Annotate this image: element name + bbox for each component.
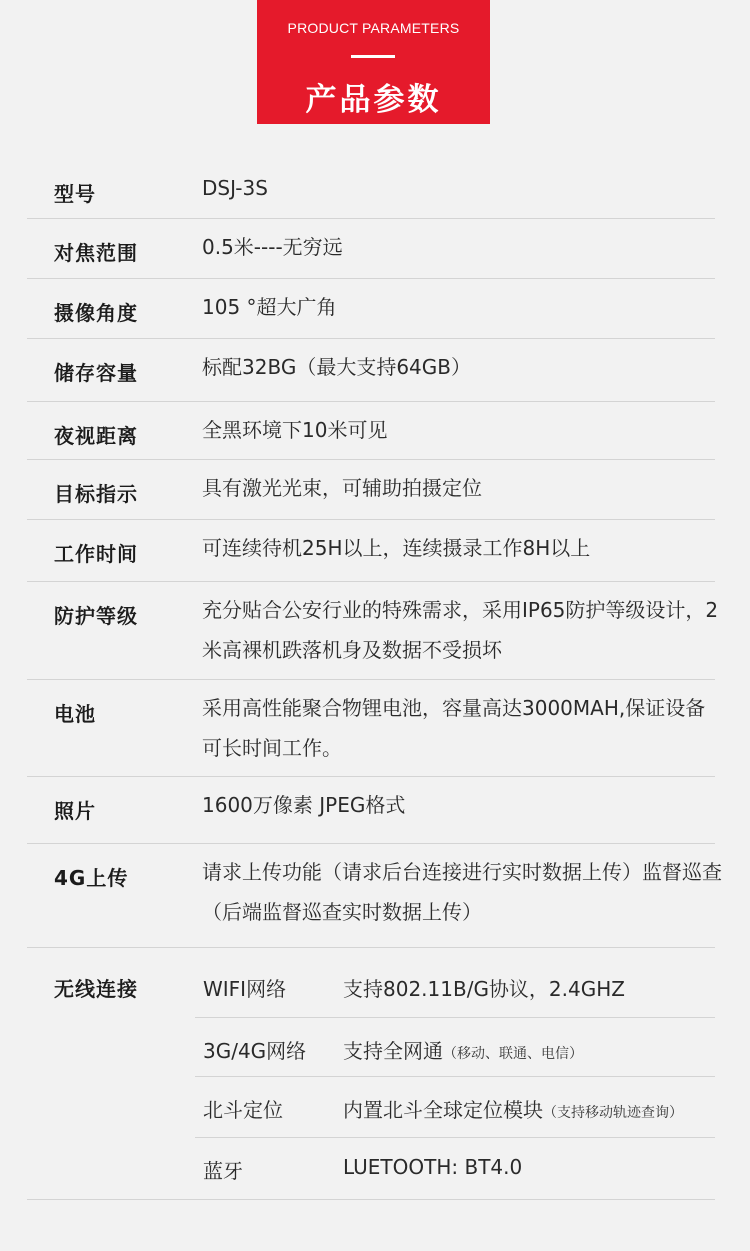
- param-row-wireless: [27, 948, 715, 1200]
- wireless-value: [343, 1155, 522, 1179]
- wireless-item-wifi: [195, 948, 715, 1018]
- param-row-focus-range: [27, 219, 715, 279]
- param-value: 标配32BG（最大支持64GB）: [202, 355, 471, 379]
- param-label: 防护等级: [54, 604, 138, 628]
- param-value: 具有激光光束，可辅助拍摄定位: [202, 476, 482, 500]
- param-row-storage: [27, 339, 715, 402]
- wireless-value: [343, 973, 625, 1002]
- wireless-note: （移动、联通、电信）: [443, 1046, 583, 1062]
- param-value: 采用高性能聚合物锂电池，容量高达3000MAH,保证设备可长时间工作。: [202, 696, 706, 760]
- wireless-value-text: 支持全网通: [343, 1039, 443, 1063]
- header-subtitle: PRODUCT PARAMETERS: [287, 20, 460, 36]
- param-row-camera-angle: [27, 279, 715, 339]
- param-row-protection-level: [27, 582, 719, 680]
- param-label: 无线连接: [54, 977, 138, 1001]
- param-value: 充分贴合公安行业的特殊需求，采用IP65防护等级设计，2米高裸机跌落机身及数据不受损坏: [202, 598, 719, 662]
- param-row-working-time: [27, 520, 715, 582]
- wireless-value-text: 内置北斗全球定位模块: [343, 1098, 543, 1122]
- param-label: 对焦范围: [54, 241, 138, 265]
- param-value: 请求上传功能（请求后台连接进行实时数据上传）监督巡查（后端监督巡查实时数据上传）: [202, 860, 722, 924]
- param-value: DSJ-3S: [202, 176, 268, 200]
- param-label: 夜视距离: [54, 424, 138, 448]
- params-table: [27, 160, 722, 1200]
- wireless-item-bluetooth: [195, 1138, 715, 1199]
- wireless-value-text: 支持802.11B/G协议，2.4GHZ: [343, 977, 625, 1001]
- param-label: 照片: [54, 799, 96, 823]
- param-row-battery: [27, 680, 715, 777]
- wireless-note: （支持移动轨迹查询）: [543, 1105, 683, 1121]
- param-label: 摄像角度: [54, 301, 138, 325]
- wireless-value: [343, 1094, 683, 1123]
- param-label: 储存容量: [54, 361, 138, 385]
- param-label: 目标指示: [54, 482, 138, 506]
- header-divider: [351, 55, 395, 58]
- wireless-item-cellular: [195, 1018, 715, 1077]
- wireless-key: 北斗定位: [203, 1098, 283, 1122]
- param-label: 电池: [54, 702, 96, 726]
- wireless-key: 3G/4G网络: [203, 1039, 307, 1063]
- param-value: 105 °超大广角: [202, 295, 337, 319]
- param-row-target-indication: [27, 460, 715, 520]
- wireless-value: [343, 1035, 583, 1064]
- param-label: 工作时间: [54, 542, 138, 566]
- wireless-item-beidou: [195, 1077, 715, 1138]
- param-row-photo: [27, 777, 715, 844]
- param-value: 全黑环境下10米可见: [202, 418, 388, 442]
- header-banner: [257, 0, 490, 124]
- wireless-key: WIFI网络: [203, 977, 287, 1001]
- param-value: 0.5米----无穷远: [202, 235, 343, 259]
- wireless-subtable: [195, 948, 715, 1199]
- param-value: 可连续待机25H以上，连续摄录工作8H以上: [202, 536, 591, 560]
- param-row-night-vision: [27, 402, 715, 460]
- page-title: 产品参数: [305, 82, 442, 118]
- wireless-value-text: LUETOOTH: BT4.0: [343, 1155, 523, 1179]
- param-label: 4G上传: [54, 866, 129, 890]
- param-label: 型号: [54, 182, 96, 206]
- param-value: 1600万像素 JPEG格式: [202, 793, 406, 817]
- wireless-key: 蓝牙: [203, 1159, 243, 1183]
- param-row-4g-upload: [27, 844, 722, 948]
- param-row-model: [27, 160, 715, 219]
